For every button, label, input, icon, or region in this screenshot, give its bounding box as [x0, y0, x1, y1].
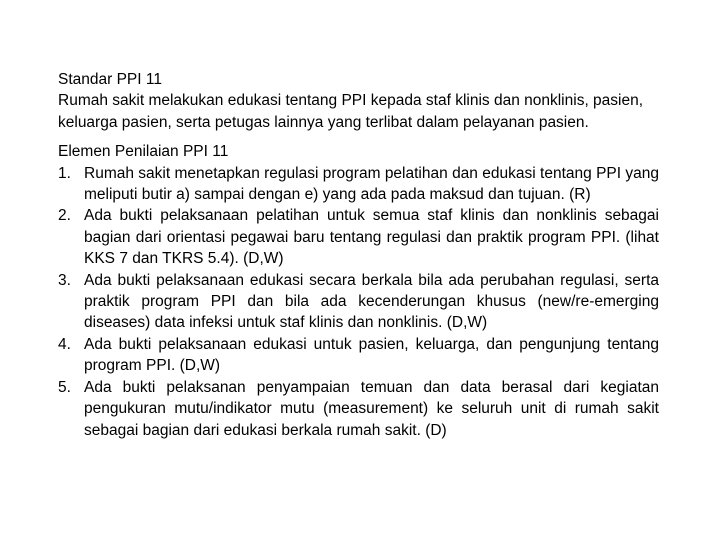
item-number: 3.	[58, 271, 71, 289]
assessment-title: Elemen Penilaian PPI 11	[58, 143, 229, 161]
item-number: 5.	[58, 378, 71, 396]
item-number: 1.	[58, 164, 71, 182]
list-item	[58, 163, 659, 206]
standard-title: Standar PPI 11	[58, 71, 162, 88]
list-item	[58, 377, 659, 441]
assessment-list	[58, 163, 659, 441]
list-item	[58, 334, 659, 377]
standard-description: Rumah sakit melakukan edukasi tentang PPI kepada staf klinis dan nonklinis, pasien, keluarga pasien, serta petugas lainnya yang terlibat dalam pelayanan pasien.	[58, 92, 644, 131]
item-text: Ada bukti pelaksanaan pelatihan untuk semua staf klinis dan nonklinis sebagai bagian dari orientasi pegawai baru tentang regulasi dan praktik program PPI. (lihat KKS 7 dan TKRS 5.4). (D,W)	[84, 207, 659, 268]
document-body	[58, 69, 659, 441]
list-item	[58, 205, 659, 269]
item-number: 2.	[58, 207, 71, 225]
item-text: Ada bukti pelaksanaan edukasi secara berkala bila ada perubahan regulasi, serta praktik program PPI dan bila ada kecenderungan khusus (new/re-emerging diseases) data infeksi untuk staf klinis dan nonklinis. (D,W)	[84, 271, 659, 332]
item-text: Ada bukti pelaksanaan edukasi untuk pasien, keluarga, dan pengunjung tentang program PPI. (D,W)	[84, 335, 659, 375]
item-number: 4.	[58, 335, 71, 353]
section-gap	[58, 133, 659, 141]
item-text: Ada bukti pelaksanan penyampaian temuan dan data berasal dari kegiatan pengukuran mutu/indikator mutu (measurement) ke seluruh unit di rumah sakit sebagai bagian dari edukasi berkala rumah sakit. (D)	[84, 378, 659, 439]
list-item	[58, 270, 659, 334]
item-text: Rumah sakit menetapkan regulasi program pelatihan dan edukasi tentang PPI yang meliputi butir a) sampai dengan e) yang ada pada maksud dan tujuan. (R)	[84, 164, 659, 204]
